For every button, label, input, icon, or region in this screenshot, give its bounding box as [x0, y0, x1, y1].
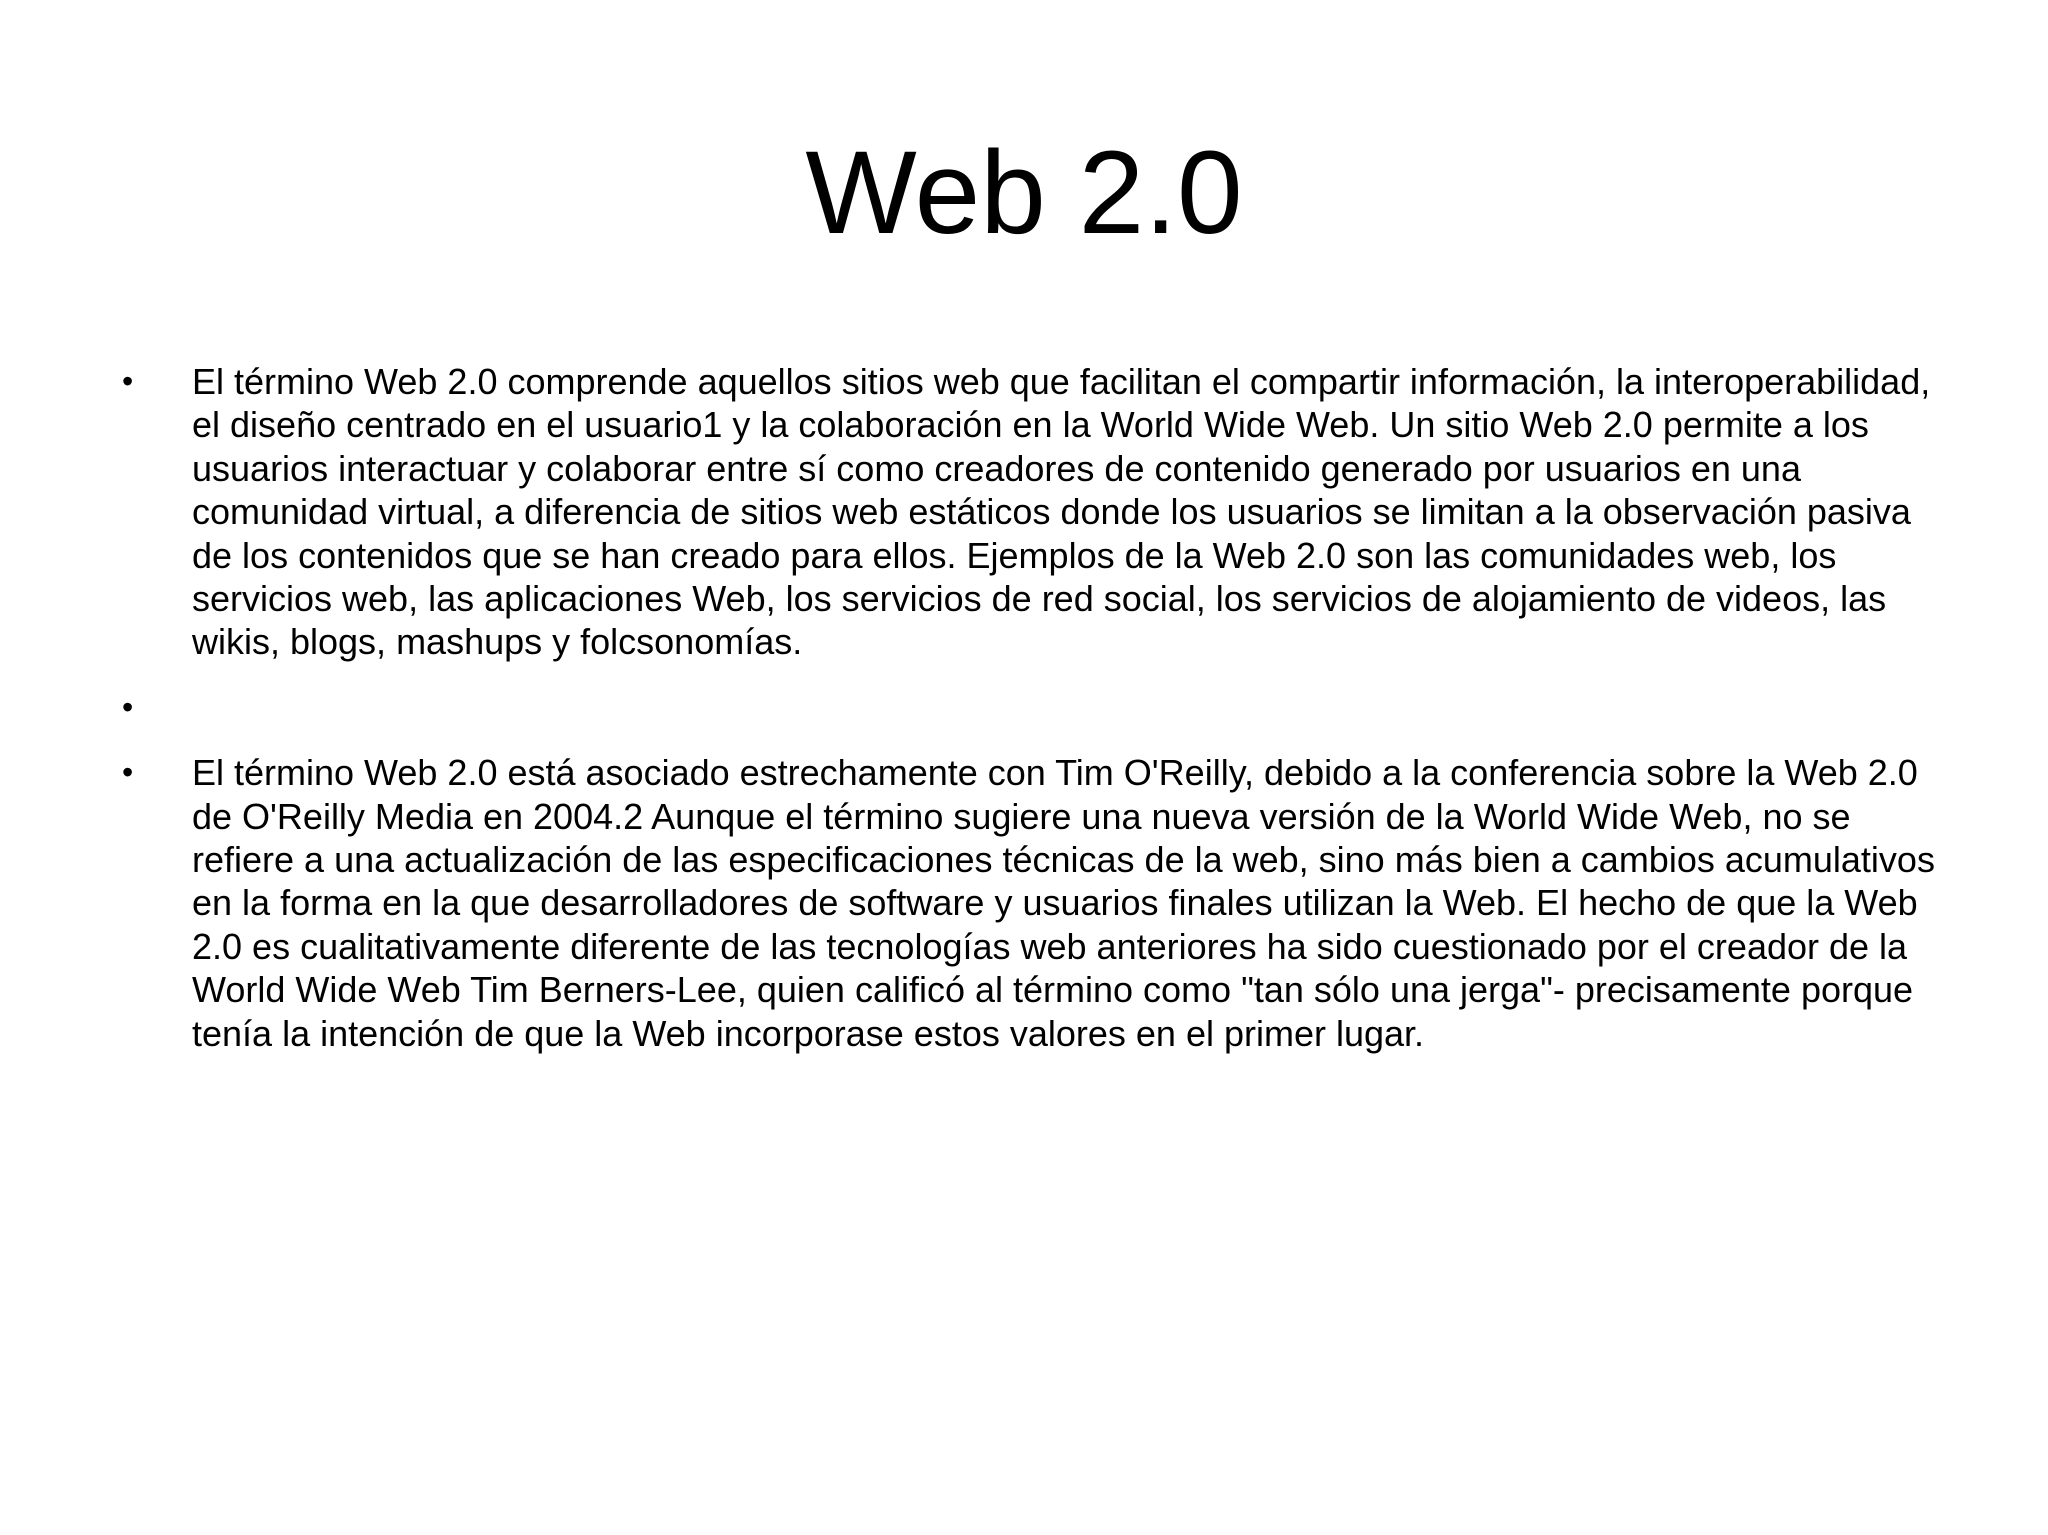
slide-title: Web 2.0 [805, 127, 1243, 259]
bullet-text: El término Web 2.0 comprende aquellos sitios web que facilitan el compartir información, la interoperabilidad, el diseño centrado en el usuario1 y la colaboración en la World Wide Web. Un sitio Web 2.0 permite a los usuarios interactuar y colaborar entre sí como creadores de contenido generado por usuarios en una comunidad virtual, a diferencia de sitios web estáticos donde los usuarios se limitan a la observación pasiva de los contenidos que se han creado para ellos. Ejemplos de la Web 2.0 son las comunidades web, los servicios web, las aplicaciones Web, los servicios de red social, los servicios de alojamiento de videos, las wikis, blogs, mashups y folcsonomías. [192, 361, 1931, 663]
bullet-list [118, 360, 1938, 1055]
bullet-marker: • [122, 363, 134, 399]
bullet-marker: • [122, 688, 134, 725]
bullet-marker: • [122, 754, 134, 791]
bullet-item-oreilly [118, 751, 1938, 1055]
bullet-text: El término Web 2.0 está asociado estrechamente con Tim O'Reilly, debido a la conferencia sobre la Web 2.0 de O'Reilly Media en 2004.2 Aunque el término sugiere una nueva versión de la World Wide Web, no se refiere a una actualización de las especificaciones técnicas de la web, sino más bien a cambios acumulativos en la forma en la que desarrolladores de software y usuarios finales utilizan la Web. El hecho de que la Web 2.0 es cualitativamente diferente de las tecnologías web anteriores ha sido cuestionado por el creador de la World Wide Web Tim Berners-Lee, quien calificó al término como "tan sólo una jerga"- precisamente porque tenía la intención de que la Web incorporase estos valores en el primer lugar. [192, 752, 1935, 1054]
bullet-item-empty [118, 686, 1938, 729]
bullet-item-definition [118, 360, 1938, 664]
